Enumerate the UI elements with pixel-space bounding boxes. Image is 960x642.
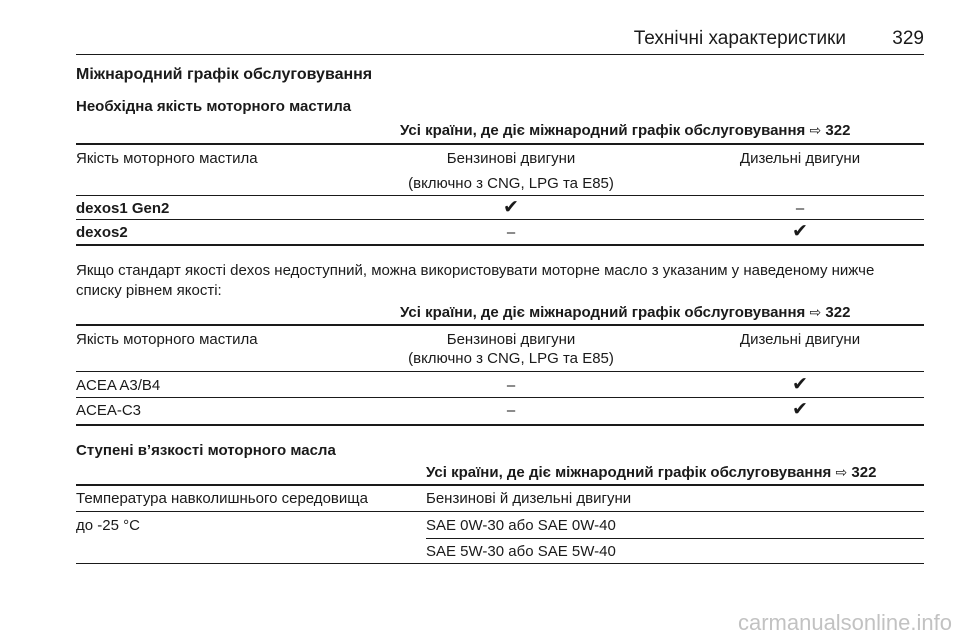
table1-scope xyxy=(400,122,850,139)
table1-col1-header: Якість моторного мастила xyxy=(76,150,258,167)
table3-top-rule xyxy=(76,484,924,486)
header-title: Технічні характеристики xyxy=(633,28,846,49)
table2-col2-header: Бензинові двигуни xyxy=(446,331,576,348)
table2-row1-petrol: – xyxy=(506,377,516,394)
table1-row-rule xyxy=(76,219,924,220)
table1-bottom-rule xyxy=(76,244,924,246)
check-icon: ✔ xyxy=(503,197,519,218)
table2-row-rule xyxy=(76,397,924,398)
table1-row1-name: dexos1 Gen2 xyxy=(76,200,170,217)
table3-row2-grade: SAE 5W-30 або SAE 5W-40 xyxy=(426,543,616,560)
table2-scope-text: Усі країни, де діє міжнародний графік обслуговування xyxy=(400,304,806,321)
table2-col2-note: (включно з CNG, LPG та E85) xyxy=(408,350,614,367)
table3-col2-header: Бензинові й дизельні двигуни xyxy=(426,490,632,507)
page-reference-arrow-icon: ⇨ xyxy=(809,122,822,138)
check-icon: ✔ xyxy=(792,221,808,242)
page-header xyxy=(76,28,924,55)
table2-scope-page[interactable]: 322 xyxy=(825,304,851,321)
table2-col1-header: Якість моторного мастила xyxy=(76,331,258,348)
table3-row-rule xyxy=(426,538,924,539)
table2-bottom-rule xyxy=(76,424,924,426)
table1-col3-header: Дизельні двигуни xyxy=(739,150,861,167)
manual-page xyxy=(76,0,924,642)
section-title: Міжнародний графік обслуговування xyxy=(76,66,373,83)
table2-col3-header: Дизельні двигуни xyxy=(739,331,861,348)
table3-scope xyxy=(426,464,876,481)
table2-row1-name: ACEA A3/B4 xyxy=(76,377,161,394)
page-reference-arrow-icon: ⇨ xyxy=(835,464,848,480)
body-paragraph: Якщо стандарт якості dexos недоступний, можна використовувати моторне масло з указаним у наведеному нижче списку рівнем якості: xyxy=(76,262,875,299)
table1-row2-name: dexos2 xyxy=(76,224,128,241)
table1-scope-page[interactable]: 322 xyxy=(825,122,851,139)
table2-row2-name: ACEA-C3 xyxy=(76,402,142,419)
table3-bottom-rule xyxy=(76,563,924,564)
table1-col2-note: (включно з CNG, LPG та E85) xyxy=(408,175,614,192)
table2-row2-petrol: – xyxy=(506,402,516,419)
check-icon: ✔ xyxy=(792,374,808,395)
watermark: carmanualsonline.info xyxy=(737,610,952,635)
table1-top-rule xyxy=(76,143,924,145)
table1-scope-text: Усі країни, де діє міжнародний графік обслуговування xyxy=(400,122,806,139)
table3-scope-page[interactable]: 322 xyxy=(851,464,877,481)
table3-scope-text: Усі країни, де діє міжнародний графік обслуговування xyxy=(426,464,832,481)
table3-col1-header: Температура навколишнього середовища xyxy=(76,490,368,507)
table3-row1-grade: SAE 0W-30 або SAE 0W-40 xyxy=(426,517,616,534)
table1-row1-diesel: – xyxy=(795,200,805,217)
table2-scope xyxy=(400,304,850,321)
table3-header-rule xyxy=(76,511,924,512)
table1-row2-petrol: – xyxy=(506,224,516,241)
table2-top-rule xyxy=(76,324,924,326)
table1-header-rule xyxy=(76,195,924,196)
check-icon: ✔ xyxy=(792,399,808,420)
table1-subtitle: Необхідна якість моторного мастила xyxy=(76,98,352,115)
table2-header-rule xyxy=(76,371,924,372)
table3-subtitle: Ступені в’язкості моторного масла xyxy=(76,442,336,459)
table1-col2-header: Бензинові двигуни xyxy=(446,150,576,167)
page-number: 329 xyxy=(892,28,924,49)
table3-row1-temp: до -25 °C xyxy=(76,517,140,534)
page-reference-arrow-icon: ⇨ xyxy=(809,304,822,320)
